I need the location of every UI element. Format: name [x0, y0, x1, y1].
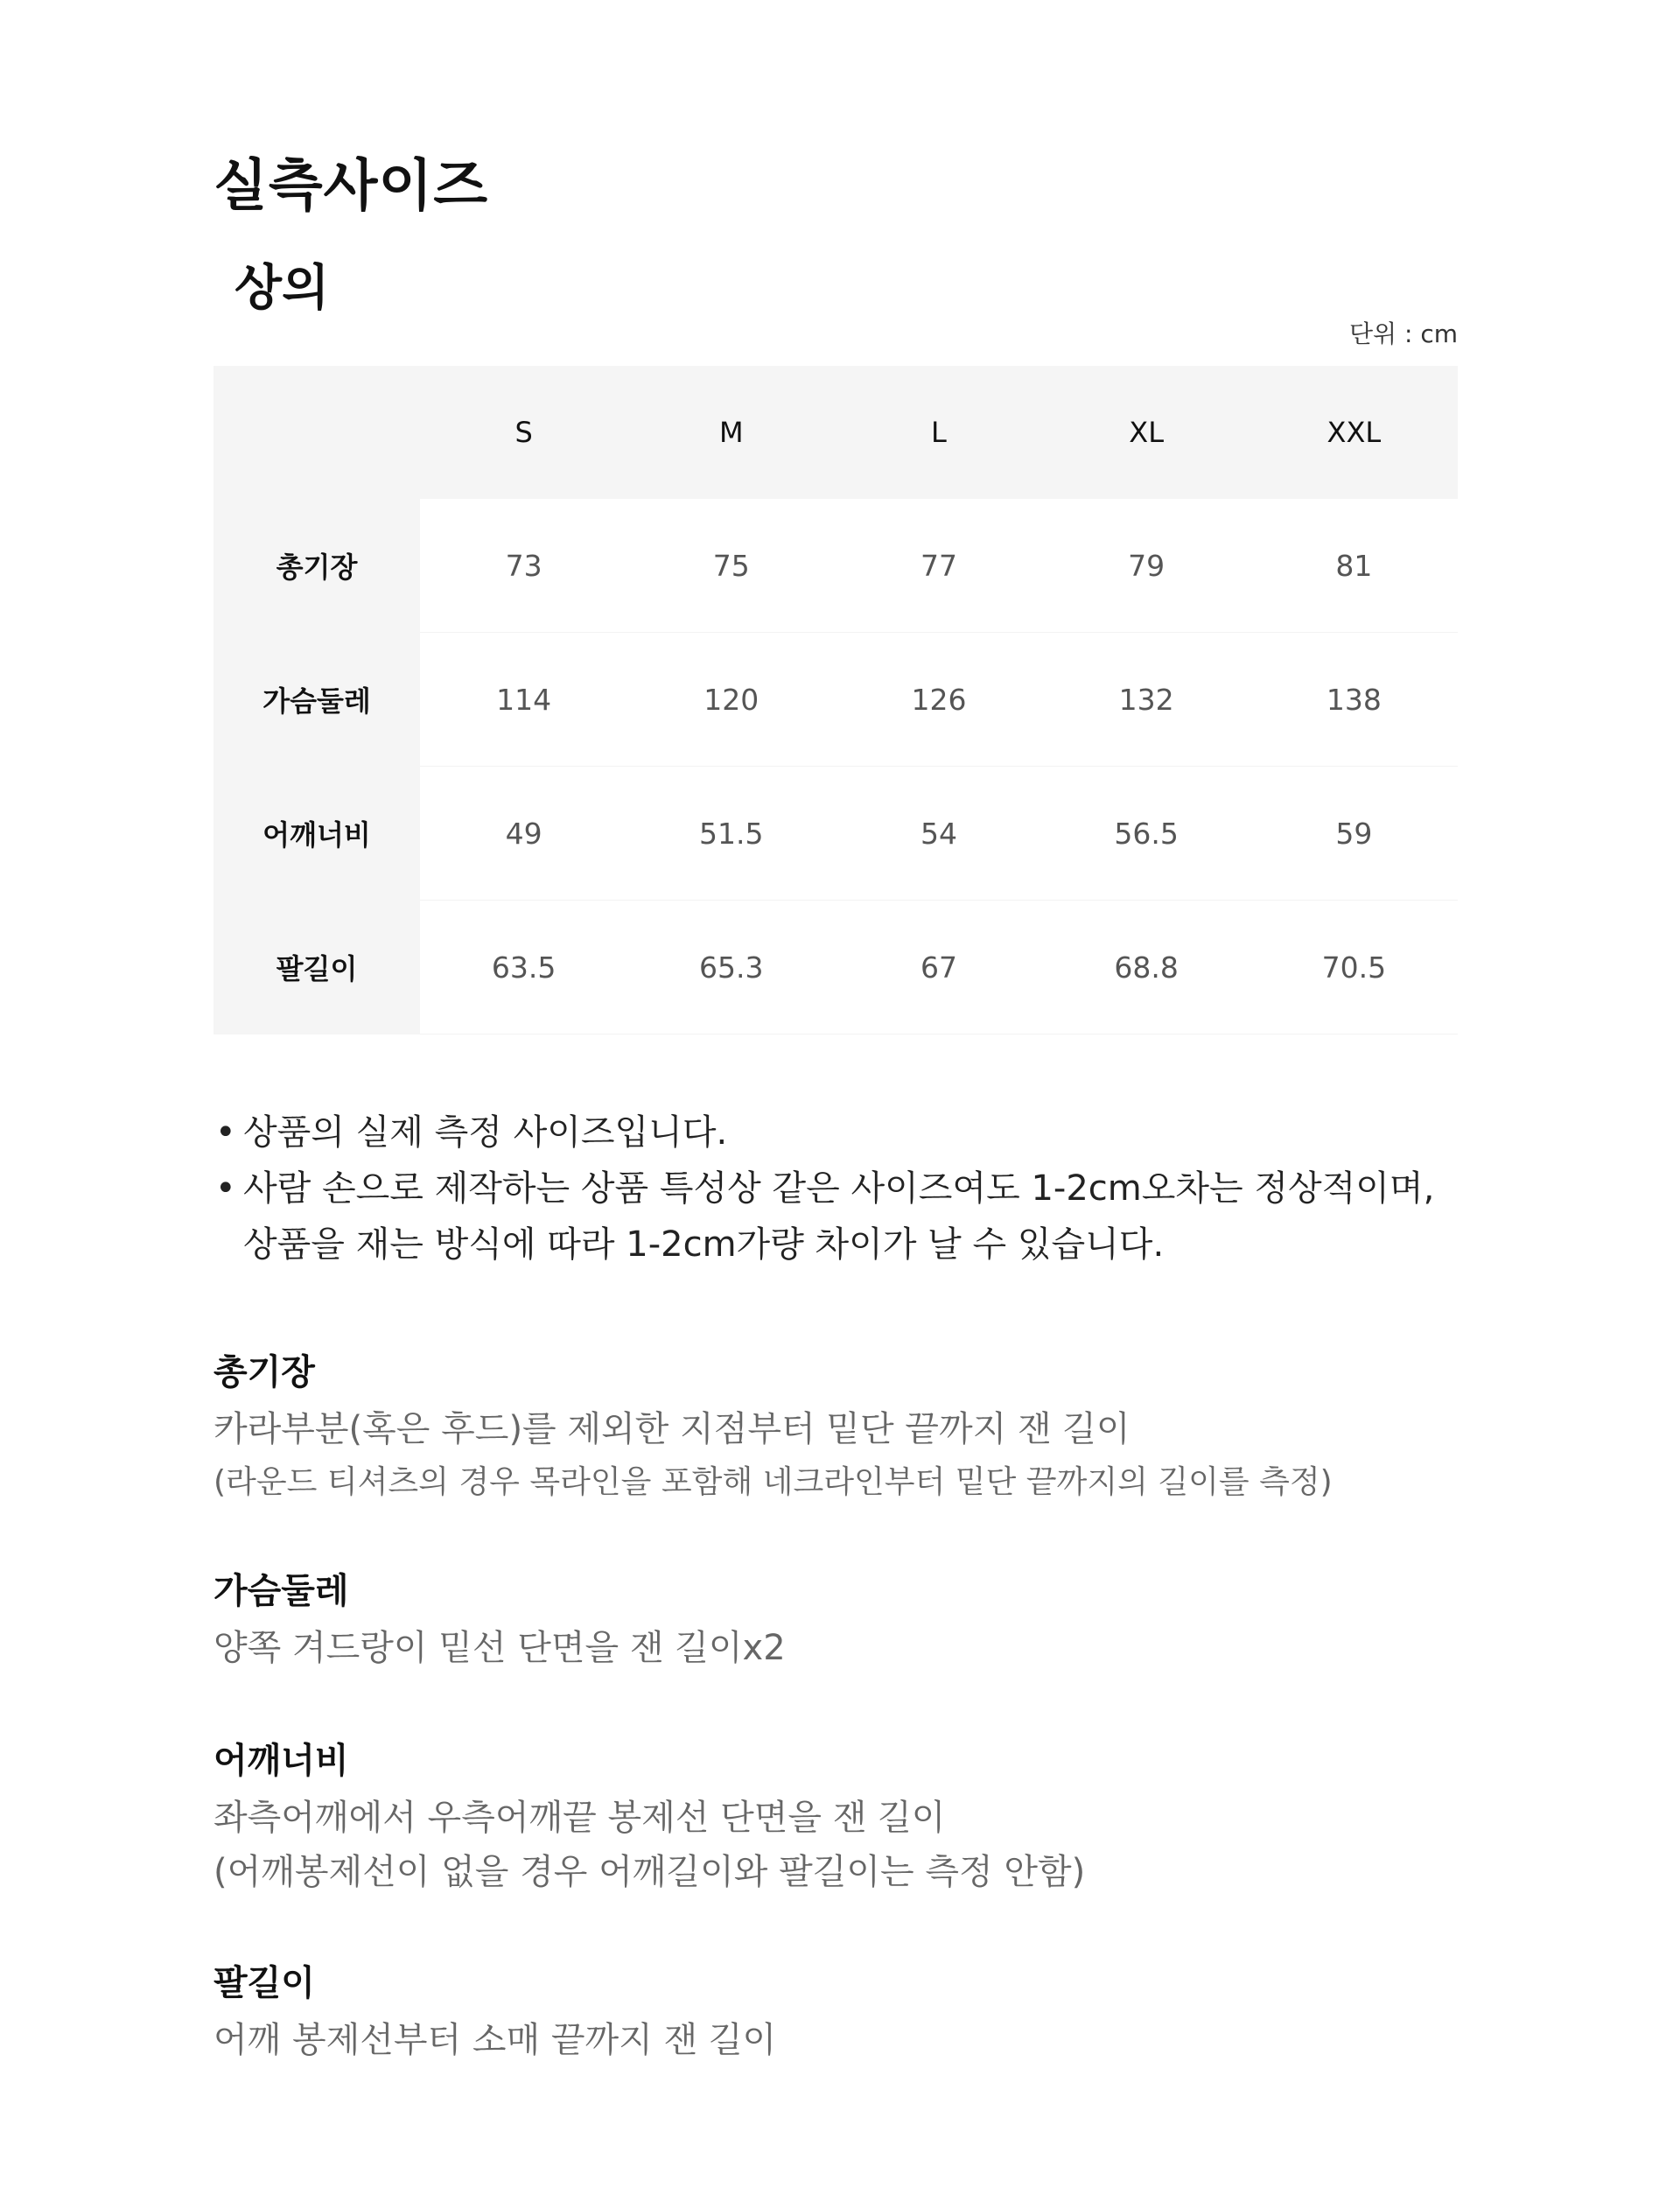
- table-cell: 59: [1250, 767, 1458, 901]
- table-cell: 68.8: [1043, 901, 1250, 1034]
- table-cell: 114: [420, 633, 627, 767]
- table-cell: 63.5: [420, 901, 627, 1034]
- note-item: [214, 1105, 1434, 1161]
- column-header: M: [627, 366, 835, 499]
- definition-total-length: [214, 1348, 1333, 1509]
- definition-title: 어깨너비: [214, 1741, 349, 1781]
- column-header: S: [420, 366, 627, 499]
- table-row: [214, 633, 1458, 767]
- page-title: 실측사이즈: [214, 154, 489, 219]
- table-cell: 138: [1250, 633, 1458, 767]
- definition-text: 양쪽 겨드랑이 밑선 단면을 잰 길이x2: [214, 1628, 786, 1668]
- column-header: XXL: [1250, 366, 1458, 499]
- row-header: 가슴둘레: [214, 633, 420, 767]
- note-text: 사람 손으로 제작하는 상품 특성상 같은 사이즈여도 1-2cm오차는 정상적이며,: [243, 1168, 1435, 1209]
- table-cell: 126: [835, 633, 1042, 767]
- size-table: [214, 366, 1458, 1034]
- table-cell: 65.3: [627, 901, 835, 1034]
- definition-title: 가슴둘레: [214, 1571, 349, 1611]
- definition-title: 총기장: [214, 1352, 315, 1392]
- table-cell: 73: [420, 499, 627, 633]
- definition-text: 카라부분(혹은 후드)를 제외한 지점부터 밑단 끝까지 잰 길이: [214, 1409, 1130, 1449]
- table-cell: 132: [1043, 633, 1250, 767]
- table-cell: 70.5: [1250, 901, 1458, 1034]
- bullet-icon: •: [215, 1112, 236, 1153]
- definition-title: 팔길이: [214, 1963, 315, 2003]
- table-corner-cell: [214, 366, 420, 499]
- table-cell: 81: [1250, 499, 1458, 633]
- table-cell: 67: [835, 901, 1042, 1034]
- column-header: L: [835, 366, 1042, 499]
- table-row: [214, 499, 1458, 633]
- table-header-row: [214, 366, 1458, 499]
- note-item: [214, 1161, 1434, 1217]
- row-header: 어깨너비: [214, 767, 420, 901]
- column-header: XL: [1043, 366, 1250, 499]
- definition-text: 좌측어깨에서 우측어깨끝 봉제선 단면을 잰 길이: [214, 1798, 946, 1838]
- unit-label: 단위 : cm: [1348, 319, 1458, 348]
- table-cell: 75: [627, 499, 835, 633]
- section-title: 상의: [234, 260, 330, 317]
- definition-sleeve: [214, 1959, 776, 2067]
- bullet-icon: •: [215, 1168, 236, 1209]
- table-cell: 56.5: [1043, 767, 1250, 901]
- note-text: 상품의 실제 측정 사이즈입니다.: [243, 1112, 728, 1153]
- table-cell: 79: [1043, 499, 1250, 633]
- table-cell: 51.5: [627, 767, 835, 901]
- definition-subtext: (라운드 티셔츠의 경우 목라인을 포함해 네크라인부터 밑단 끝까지의 길이를 측정): [214, 1464, 1333, 1500]
- definition-text: 어깨 봉제선부터 소매 끝까지 잰 길이: [214, 2020, 777, 2060]
- row-header: 팔길이: [214, 901, 420, 1034]
- table-cell: 54: [835, 767, 1042, 901]
- definition-chest: [214, 1567, 786, 1675]
- definition-shoulder: [214, 1736, 1085, 1899]
- table-cell: 120: [627, 633, 835, 767]
- row-header: 총기장: [214, 499, 420, 633]
- table-row: [214, 901, 1458, 1034]
- note-text-continued: 상품을 재는 방식에 따라 1-2cm가량 차이가 날 수 있습니다.: [243, 1224, 1165, 1265]
- notes: [214, 1105, 1434, 1273]
- table-row: [214, 767, 1458, 901]
- table-cell: 49: [420, 767, 627, 901]
- definition-text: (어깨봉제선이 없을 경우 어깨길이와 팔길이는 측정 안함): [214, 1852, 1086, 1892]
- table-cell: 77: [835, 499, 1042, 633]
